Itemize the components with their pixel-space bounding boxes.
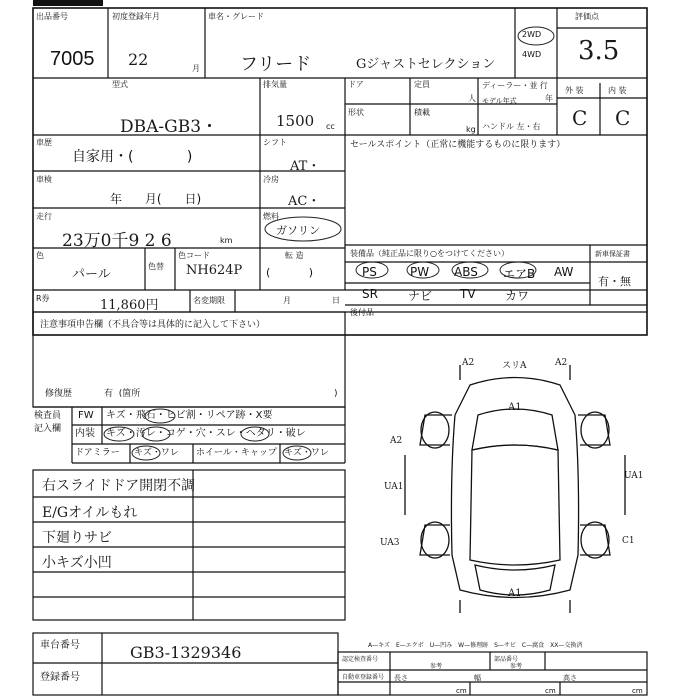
mileage-unit: km: [220, 236, 233, 245]
exterior-grade: C: [572, 106, 588, 130]
length-label: 長さ: [394, 674, 408, 682]
color-code-label: 色コード: [178, 251, 210, 260]
fuel-value: ガソリン: [276, 224, 320, 237]
mileage-value: 23万0千9 2 6: [62, 231, 172, 251]
color-value: パール: [72, 267, 111, 282]
car-name: フリード: [240, 54, 312, 75]
expiry-month: 月: [283, 296, 291, 305]
inspector-label-2: 記入欄: [34, 424, 62, 434]
note-line-1: 右スライドドア開閉不調: [42, 478, 196, 494]
shift-value: AT・: [290, 159, 321, 174]
reg-label: 自動車登録番号: [342, 674, 385, 681]
handle-label: ハンドル 左・右: [482, 122, 541, 131]
equip-airbag: エアB: [503, 267, 536, 281]
mark-a2-top-left: A2: [462, 358, 475, 368]
lot-label: 出品番号: [36, 12, 68, 21]
inspection-label: 車検: [36, 175, 52, 184]
inspection-value: 年 月( 日): [110, 192, 202, 206]
load-label: 積載: [414, 108, 430, 117]
note-line-3: 下廻りサビ: [42, 530, 112, 546]
equip-leather: カワ: [505, 289, 530, 303]
drive-2wd: 2WD: [522, 30, 542, 39]
color-code-value: NH624P: [186, 263, 243, 278]
first-reg-month-unit: 月: [192, 64, 200, 73]
modified-label: 転 造: [285, 251, 304, 260]
aftermarket-label: 後付品: [350, 308, 374, 317]
ac-value: AC・: [288, 194, 321, 209]
chassis-value: GB3-1329346: [130, 643, 242, 662]
mark-swa: スリA: [502, 361, 527, 371]
auth-label: 認定検査番号: [342, 656, 379, 663]
warranty-label: 新車保証書: [595, 250, 630, 258]
repair-value: 有 (箇所: [104, 389, 141, 399]
first-reg-label: 初度登録年月: [112, 12, 160, 21]
fw-label: FW: [78, 410, 94, 421]
color-change-label: 色替: [148, 262, 164, 271]
door-label: ドア: [348, 80, 364, 89]
model-value: DBA-GB3・: [120, 117, 219, 137]
year-unit: 年: [545, 94, 553, 103]
drive-4wd: 4WD: [522, 50, 542, 59]
repair-close: ): [334, 389, 338, 399]
first-reg-year: 22: [128, 50, 149, 69]
ref-label: 参考: [430, 663, 443, 670]
capacity-label: 定員: [414, 80, 430, 89]
car-damage-diagram: [380, 355, 650, 620]
recycle-value: 11,860円: [100, 298, 159, 313]
mirror-items: キズ・ワレ: [134, 448, 179, 458]
note-line-2: E/Gオイルもれ: [42, 505, 138, 521]
displacement-value: 1500: [276, 112, 315, 130]
mark-a2-left: A2: [390, 436, 403, 446]
recycle-label: R券: [36, 294, 50, 303]
length-cm: cm: [456, 687, 467, 695]
interior-label: 内 装: [608, 86, 627, 95]
model-year-label: モデル年式: [482, 97, 517, 105]
displacement-unit: cc: [326, 122, 335, 131]
history-value: 自家用・( ): [72, 149, 193, 165]
mark-a2-top-right: A2: [555, 358, 568, 368]
equipment-title: 装備品（純正品に限り○をつけてください）: [350, 249, 509, 258]
interior-insp-items: キズ・汚レ・コゲ・穴・スレ・ヘタリ・破レ: [106, 428, 306, 439]
dealer-label: ディーラー・並 行: [482, 81, 548, 90]
displacement-label: 排気量: [263, 80, 287, 89]
shift-label: シフト: [263, 138, 287, 147]
equip-tv: TV: [460, 287, 476, 301]
history-label: 車歴: [36, 138, 52, 147]
rating-label: 評価点: [575, 12, 599, 21]
fw-items: キズ・飛石・ヒビ割・リペア跡・X要: [106, 410, 273, 421]
mark-ua3: UA3: [380, 538, 400, 548]
equip-sr: SR: [362, 287, 378, 301]
equip-aw: AW: [554, 265, 574, 279]
wheel-label: ホイール・キャップ: [196, 448, 277, 458]
load-unit: kg: [466, 125, 476, 134]
ref2-label: 参考: [510, 663, 523, 670]
mark-ua1-right: UA1: [624, 471, 644, 481]
equip-navi: ナビ: [408, 289, 433, 303]
color-label: 色: [36, 251, 44, 260]
lot-number: 7005: [50, 48, 95, 70]
equip-ps: PS: [362, 265, 377, 279]
rating-value: 3.5: [578, 36, 620, 66]
warranty-value: 有・無: [598, 275, 631, 288]
mark-ua1-left: UA1: [384, 482, 404, 492]
sales-points-title: セールスポイント（正常に機能するものに限ります）: [350, 140, 566, 150]
equip-pw: PW: [410, 265, 430, 279]
height-label: 高さ: [563, 674, 577, 682]
name-grade-label: 車名・グレード: [208, 12, 264, 21]
interior-grade: C: [615, 106, 631, 130]
car-grade: Gジャストセレクション: [356, 57, 496, 72]
declaration-label: 注意事項申告欄（不具合等は具体的に記入して下さい）: [40, 320, 266, 330]
chassis-label: 車台番号: [40, 640, 80, 651]
registration-label: 登録番号: [40, 672, 80, 683]
ac-label: 冷房: [263, 175, 279, 184]
wheel-items: キズ・ワレ: [284, 448, 329, 458]
equip-abs: ABS: [454, 265, 478, 279]
modified-value: ( ): [266, 266, 314, 279]
damage-legend: A—キズ E—エクボ U—凹み W—修理跡 S—サビ C—腐食 XX—交換済: [368, 642, 583, 649]
model-label: 型式: [112, 80, 128, 89]
exterior-label: 外 装: [565, 86, 584, 95]
width-cm: cm: [545, 687, 556, 695]
capacity-unit: 人: [468, 94, 476, 103]
repair-label: 修復歴: [45, 389, 73, 399]
inspector-label-1: 検査員: [34, 411, 62, 421]
interior-insp-label: 内装: [75, 428, 95, 439]
shape-label: 形状: [348, 108, 364, 117]
height-cm: cm: [632, 687, 643, 695]
mark-a1-roof: A1: [508, 402, 522, 413]
fuel-label: 燃料: [263, 212, 279, 221]
insp-no-label: 部品番号: [494, 656, 519, 663]
mark-a1-rear: A1: [508, 588, 522, 599]
mirror-label: ドアミラー: [75, 448, 120, 458]
expiry-label: 名変期限: [193, 296, 225, 305]
mark-c1: C1: [622, 536, 635, 546]
expiry-day: 日: [332, 296, 340, 305]
mileage-label: 走行: [36, 212, 52, 221]
width-label: 幅: [474, 674, 481, 682]
note-line-4: 小キズ小凹: [42, 555, 112, 571]
